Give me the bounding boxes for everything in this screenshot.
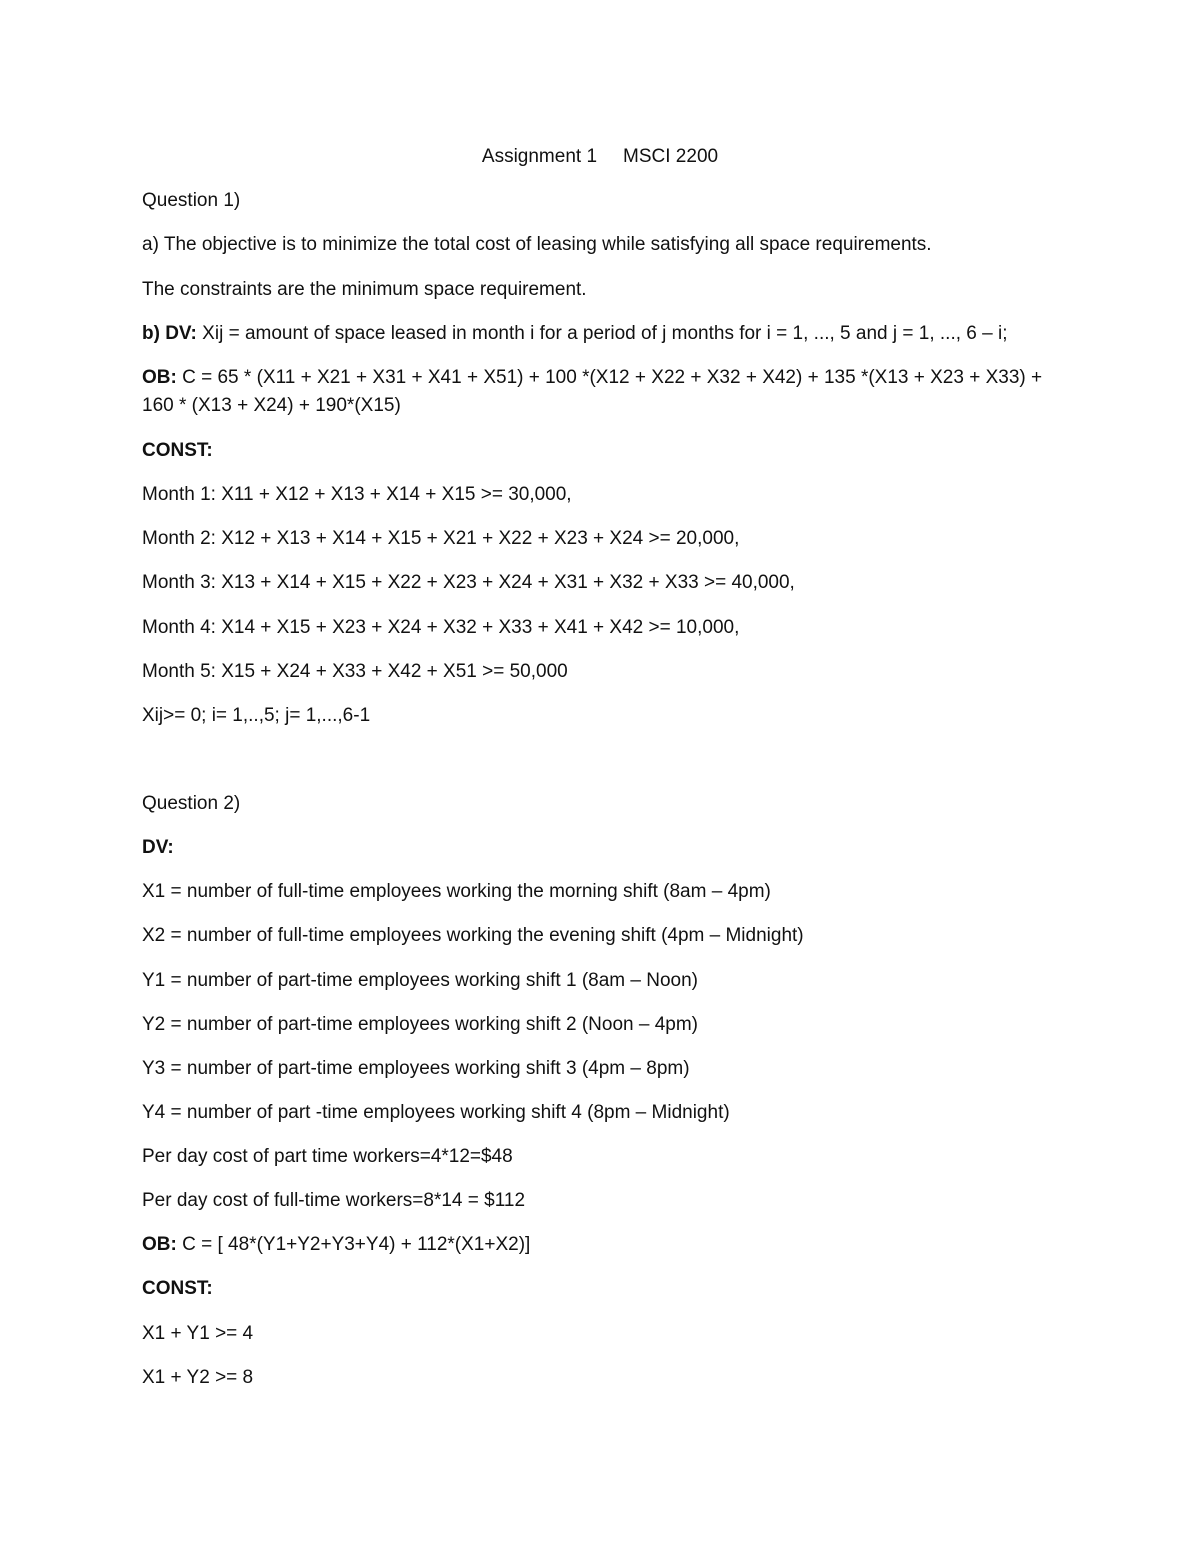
q2-variable-y1: Y1 = number of part-time employees working shift 1 (8am – Noon) xyxy=(142,970,699,991)
q2-dv-heading: DV: xyxy=(142,837,174,858)
document-title xyxy=(0,145,1200,169)
q2-objective-text: C = [ 48*(Y1+Y2+Y3+Y4) + 112*(X1+X2)] xyxy=(176,1234,531,1255)
q1-objective-line-2: 160 * (X13 + X24) + 190*(X15) xyxy=(142,395,401,416)
q1-const-heading: CONST: xyxy=(142,440,213,461)
q2-variable-x1: X1 = number of full-time employees working the morning shift (8am – 4pm) xyxy=(142,881,771,902)
q2-variable-y4: Y4 = number of part -time employees working shift 4 (8pm – Midnight) xyxy=(142,1102,730,1123)
q2-constraint-2: X1 + Y2 >= 8 xyxy=(142,1367,254,1388)
title-course: MSCI 2200 xyxy=(623,146,719,167)
q1-constraint-month-2: Month 2: X12 + X13 + X14 + X15 + X21 + X22 + X23 + X24 >= 20,000, xyxy=(142,528,740,549)
q1-part-b-label: b) DV: xyxy=(142,323,197,344)
q1-constraint-month-4: Month 4: X14 + X15 + X23 + X24 + X32 + X33 + X41 + X42 >= 10,000, xyxy=(142,617,740,638)
q1-part-b xyxy=(142,322,1007,346)
q2-const-heading: CONST: xyxy=(142,1278,213,1299)
title-assignment: Assignment 1 xyxy=(481,146,598,167)
question-1-heading: Question 1) xyxy=(142,190,241,211)
q1-part-a-label: a) xyxy=(142,234,159,255)
q1-objective-text: C = 65 * (X11 + X21 + X31 + X41 + X51) + 100 *(X12 + X22 + X32 + X42) + 135 *(X13 + X23 + X33) + xyxy=(176,367,1043,388)
q1-objective-line-1 xyxy=(142,366,1042,390)
q1-nonnegativity: Xij>= 0; i= 1,..,5; j= 1,...,6-1 xyxy=(142,705,371,726)
q1-constraint-month-3: Month 3: X13 + X14 + X15 + X22 + X23 + X24 + X31 + X32 + X33 >= 40,000, xyxy=(142,572,795,593)
q1-objective-label: OB: xyxy=(142,367,177,388)
q1-part-a-text: The objective is to minimize the total cost of leasing while satisfying all space requirements. xyxy=(158,234,932,255)
question-2-heading: Question 2) xyxy=(142,793,241,814)
q1-constraints-text: The constraints are the minimum space requirement. xyxy=(142,279,587,300)
q2-full-time-cost: Per day cost of full-time workers=8*14 = $112 xyxy=(142,1190,526,1211)
q2-variable-y3: Y3 = number of part-time employees working shift 3 (4pm – 8pm) xyxy=(142,1058,690,1079)
q2-part-time-cost: Per day cost of part time workers=4*12=$48 xyxy=(142,1146,513,1167)
q1-part-a xyxy=(142,233,932,257)
q2-objective xyxy=(142,1233,530,1257)
q2-variable-y2: Y2 = number of part-time employees working shift 2 (Noon – 4pm) xyxy=(142,1014,699,1035)
q2-objective-label: OB: xyxy=(142,1234,177,1255)
q1-constraint-month-1: Month 1: X11 + X12 + X13 + X14 + X15 >= 30,000, xyxy=(142,484,572,505)
q1-part-b-text: Xij = amount of space leased in month i for a period of j months for i = 1, ..., 5 and j = 1, ..., 6 – i; xyxy=(196,323,1008,344)
q2-variable-x2: X2 = number of full-time employees working the evening shift (4pm – Midnight) xyxy=(142,925,804,946)
q2-constraint-1: X1 + Y1 >= 4 xyxy=(142,1323,254,1344)
q1-constraint-month-5: Month 5: X15 + X24 + X33 + X42 + X51 >= 50,000 xyxy=(142,661,568,682)
